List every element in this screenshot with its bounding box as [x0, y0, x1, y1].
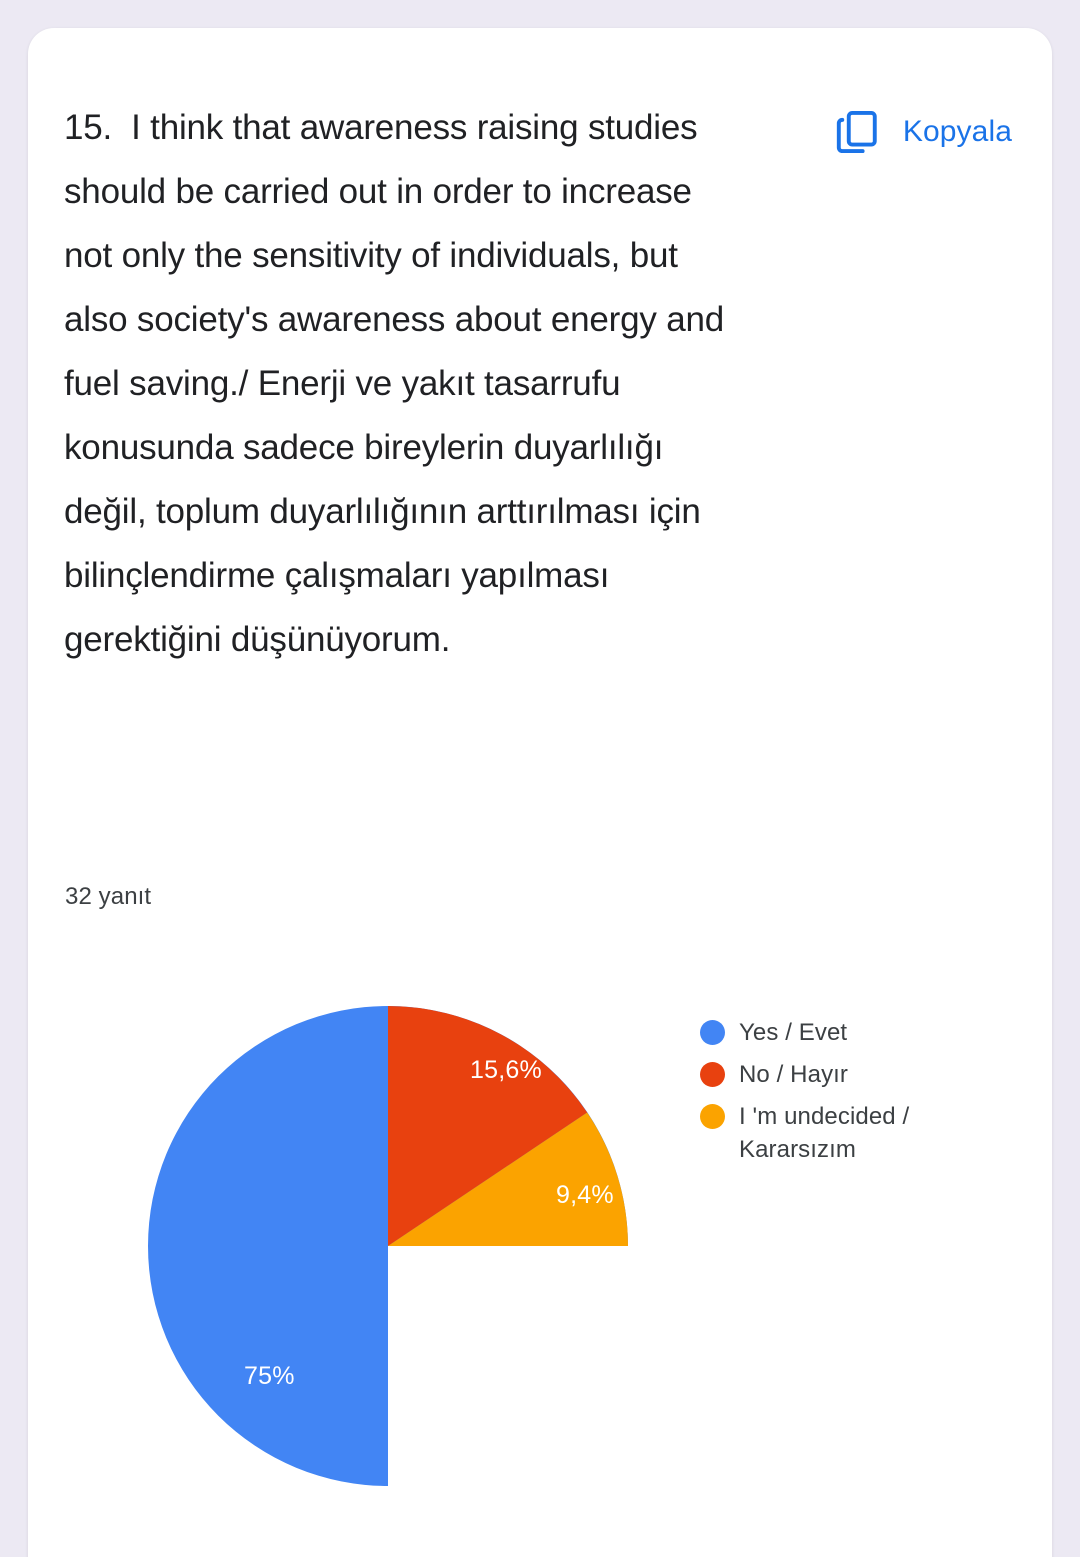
- copy-button[interactable]: [831, 106, 1012, 158]
- slice-label-no: 15,6%: [470, 1056, 542, 1084]
- question-result-card: [28, 28, 1052, 1557]
- slice-label-yes: 75%: [244, 1362, 295, 1390]
- copy-button-label: Kopyala: [902, 115, 1012, 148]
- legend: [700, 1016, 1030, 1175]
- pie-chart: [28, 968, 1052, 1528]
- legend-item-no: [700, 1058, 1030, 1091]
- legend-label-undecided: I 'm undecided / Kararsızım: [739, 1103, 910, 1163]
- question-number: 15.: [64, 108, 113, 147]
- legend-label-yes: Yes / Evet: [739, 1019, 848, 1046]
- legend-swatch-yes: [700, 1020, 725, 1045]
- legend-item-undecided: [700, 1100, 1030, 1166]
- question-block: [64, 96, 744, 672]
- legend-item-yes: [700, 1016, 1030, 1049]
- pie-graphic: [148, 1006, 628, 1486]
- copy-icon: [831, 106, 883, 158]
- question-body: I think that awareness raising studies should be carried out in order to increase not only the sensitivity of individuals, but also society's awareness about energy and fuel saving./ Enerji ve yakıt tasarrufu konusunda sadece bireylerin duyarlılığı değil, toplum duyarlılığının arttırılması için bilinçlendirme çalışmaları yapılması gerektiğini düşünüyorum.: [64, 108, 724, 659]
- legend-label-no: No / Hayır: [739, 1061, 849, 1088]
- slice-label-undecided: 9,4%: [556, 1181, 614, 1209]
- response-count: 32 yanıt: [65, 883, 152, 910]
- legend-swatch-no: [700, 1062, 725, 1087]
- question-title: [64, 96, 744, 672]
- legend-swatch-undecided: [700, 1104, 725, 1129]
